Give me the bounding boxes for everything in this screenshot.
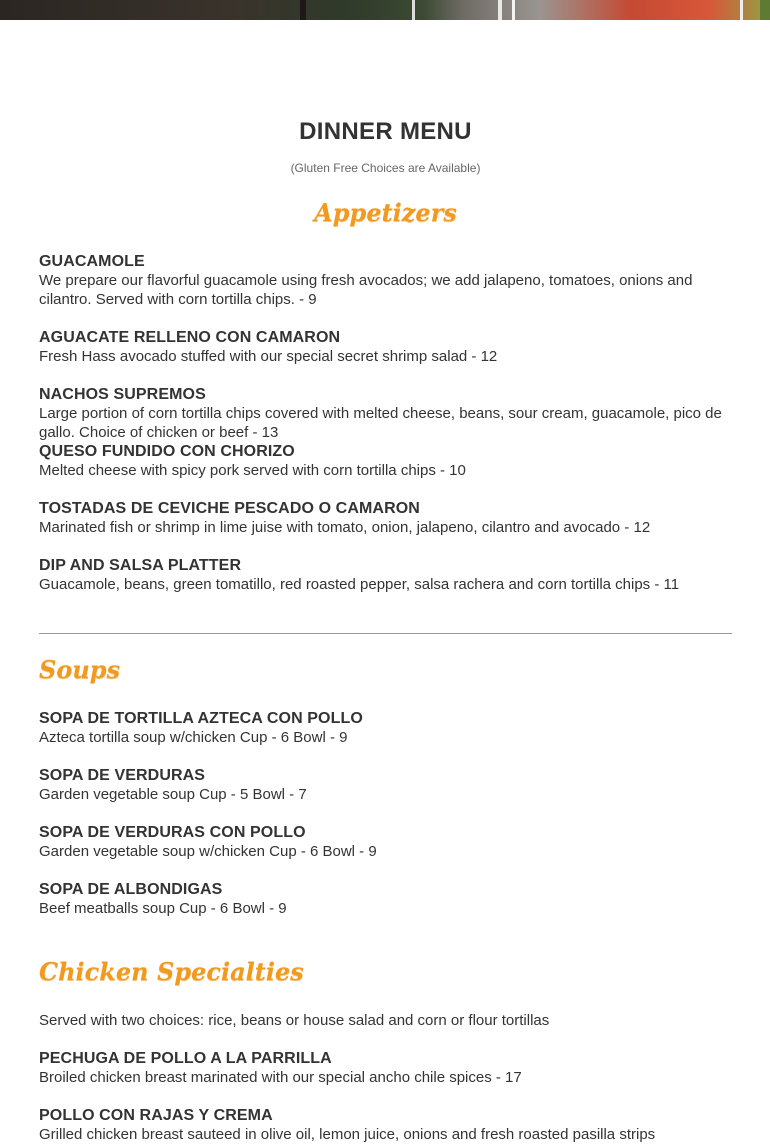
menu-item xyxy=(39,385,732,442)
menu-item-description: Broiled chicken breast marinated with our special ancho chile spices - 17 xyxy=(39,1069,522,1086)
menu-item-name: SOPA DE ALBONDIGAS xyxy=(39,881,223,898)
menu-item-name: PECHUGA DE POLLO A LA PARRILLA xyxy=(39,1050,332,1067)
section-heading-soups: Soups xyxy=(39,655,121,684)
menu-item xyxy=(39,252,732,309)
section-divider xyxy=(39,633,732,634)
menu-item xyxy=(39,1106,732,1144)
menu-item-description: Melted cheese with spicy pork served with corn tortilla chips - 10 xyxy=(39,462,466,479)
menu-item-name: SOPA DE VERDURAS xyxy=(39,767,206,784)
menu-item-description: Azteca tortilla soup w/chicken Cup - 6 Bowl - 9 xyxy=(39,729,348,746)
menu-item xyxy=(39,328,732,366)
menu-item-description: Garden vegetable soup w/chicken Cup - 6 Bowl - 9 xyxy=(39,843,377,860)
menu-item-name: POLLO CON RAJAS Y CREMA xyxy=(39,1107,273,1124)
menu-item-name: SOPA DE TORTILLA AZTECA CON POLLO xyxy=(39,710,363,727)
menu-item-name: AGUACATE RELLENO CON CAMARON xyxy=(39,329,341,346)
menu-item-name: QUESO FUNDIDO CON CHORIZO xyxy=(39,443,295,460)
menu-item-name: GUACAMOLE xyxy=(39,253,145,270)
menu-item-description: Guacamole, beans, green tomatillo, red roasted pepper, salsa rachera and corn tortilla chips - 11 xyxy=(39,576,680,593)
page-subtitle: (Gluten Free Choices are Available) xyxy=(290,161,481,175)
menu-item-name: SOPA DE VERDURAS CON POLLO xyxy=(39,824,306,841)
menu-item-description: Garden vegetable soup Cup - 5 Bowl - 7 xyxy=(39,786,307,803)
menu-item-description: Large portion of corn tortilla chips covered with melted cheese, beans, sour cream, guacamole, pico de gallo. Choice of chicken or beef - 13 xyxy=(39,405,722,441)
section-heading-chicken-specialties: Chicken Specialties xyxy=(39,957,304,986)
hero-image-strip xyxy=(0,0,770,20)
menu-item xyxy=(39,823,732,861)
menu-item xyxy=(39,442,732,480)
menu-item-description: Fresh Hass avocado stuffed with our special secret shrimp salad - 12 xyxy=(39,348,498,365)
menu-item-name: NACHOS SUPREMOS xyxy=(39,386,206,403)
menu-item xyxy=(39,880,732,918)
menu-item-description: Beef meatballs soup Cup - 6 Bowl - 9 xyxy=(39,900,287,917)
menu-item xyxy=(39,1049,732,1087)
menu-item-description: We prepare our flavorful guacamole using fresh avocados; we add jalapeno, tomatoes, onions and cilantro. Served with corn tortilla chips. - 9 xyxy=(39,272,693,308)
menu-item xyxy=(39,556,732,594)
menu-item-name: DIP AND SALSA PLATTER xyxy=(39,557,242,574)
menu-item xyxy=(39,499,732,537)
menu-item-description: Grilled chicken breast sauteed in olive oil, lemon juice, onions and fresh roasted pasilla strips xyxy=(39,1126,656,1143)
menu-item xyxy=(39,709,732,747)
menu-item-description: Marinated fish or shrimp in lime juise with tomato, onion, jalapeno, cilantro and avocado - 12 xyxy=(39,519,651,536)
menu-item xyxy=(39,766,732,804)
menu-item-name: TOSTADAS DE CEVICHE PESCADO O CAMARON xyxy=(39,500,420,517)
page-title: DINNER MENU xyxy=(299,118,472,145)
section-note: Served with two choices: rice, beans or house salad and corn or flour tortillas xyxy=(39,1012,550,1029)
section-heading-appetizers: Appetizers xyxy=(314,198,457,227)
